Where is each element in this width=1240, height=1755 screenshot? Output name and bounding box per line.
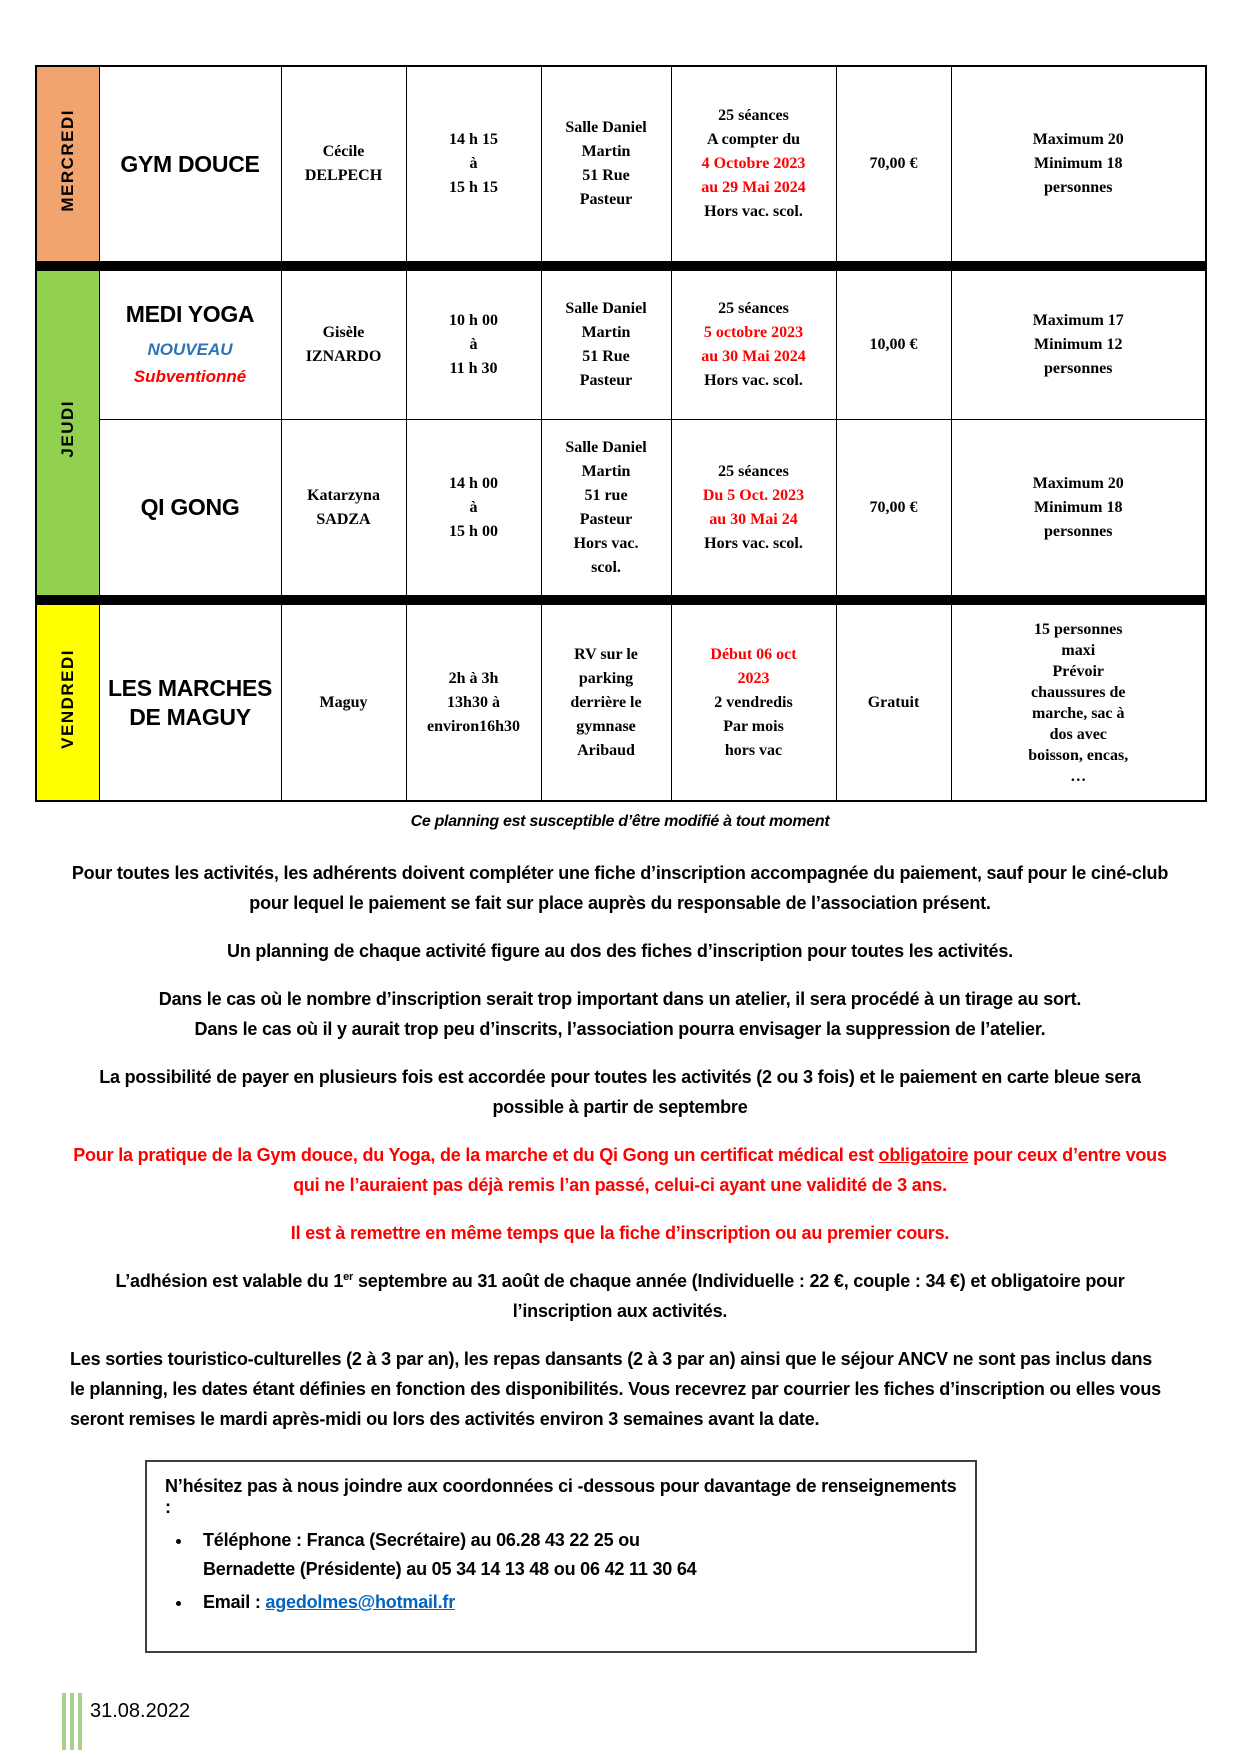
cell-line: Prévoir — [1052, 662, 1105, 680]
cell-line: hors vac — [724, 741, 783, 759]
cell-line: 51 Rue — [582, 167, 630, 184]
cell-line: 15 h 00 — [449, 522, 498, 540]
activity-tag-subventionne: Subventionné — [133, 367, 247, 387]
planning-table — [35, 65, 1207, 802]
contact-email-item — [193, 1588, 957, 1617]
cell-line: Maximum 17 — [1032, 312, 1124, 329]
price-cell — [836, 605, 951, 802]
cell-line: 25 séances — [718, 107, 789, 124]
location-cell — [541, 66, 671, 262]
paragraph-paiement: La possibilité de payer en plusieurs fois est accordée pour toutes les activités (2 ou 3 fois) et le paiement en carte bleue sera possible à partir de septembre — [99, 1067, 1141, 1117]
paragraph-sorties: Les sorties touristico-culturelles (2 à 3 par an), les repas dansants (2 à 3 par an) ainsi que le séjour ANCV ne sont pas inclus dans le planning, les dates étant définies en fonction des disponibilités. Vous recevrez par courrier les fiches d’inscription ou elles vous seront remises le mardi après-midi ou lors des activités environ 3 semaines avant la date. — [70, 1349, 1161, 1429]
contact-phone-item — [193, 1526, 957, 1584]
activity-name: MEDI YOGA — [125, 301, 255, 328]
cell-line: boisson, encas, — [1028, 746, 1129, 764]
cell-line: Martin — [581, 324, 631, 341]
cell-line: IZNARDO — [305, 348, 382, 365]
footer-date: 31.08.2022 — [90, 1700, 191, 1722]
green-bars-decoration — [62, 1693, 82, 1750]
capacity-cell — [951, 271, 1206, 420]
green-bar — [70, 1693, 74, 1750]
cell-line-dates: au 29 Mai 2024 — [701, 179, 806, 196]
phone-line-2: Bernadette (Présidente) au 05 34 14 13 48 ou 06 42 11 30 64 — [203, 1559, 697, 1579]
day-cell-jeudi — [36, 271, 99, 596]
sessions-cell — [671, 66, 836, 262]
cell-line: 14 h 00 — [449, 474, 498, 492]
cell-line: marche, sac à — [1031, 704, 1125, 722]
cell-line-dates: au 30 Mai 2024 — [701, 348, 806, 365]
price-value: Gratuit — [867, 693, 920, 711]
cell-line: SADZA — [316, 510, 371, 528]
cell-line: … — [1070, 767, 1087, 785]
cell-line: personnes — [1044, 522, 1113, 540]
contact-list — [193, 1526, 957, 1617]
activity-cell — [99, 271, 281, 420]
email-link[interactable]: agedolmes@hotmail.fr — [265, 1592, 456, 1612]
instructor-cell — [281, 271, 406, 420]
cell-line: Pasteur — [579, 191, 633, 208]
cell-line: Martin — [581, 462, 631, 480]
cell-line: 25 séances — [718, 462, 789, 480]
cell-line: chaussures de — [1031, 683, 1126, 701]
cell-line: personnes — [1044, 360, 1113, 377]
green-bar — [78, 1693, 82, 1750]
cell-line: Maximum 20 — [1032, 131, 1124, 148]
cell-line: Minimum 18 — [1034, 498, 1123, 516]
cell-line: Hors vac. — [573, 534, 639, 552]
contact-intro: N’hésitez pas à nous joindre aux coordonnées ci -dessous pour davantage de renseignements : — [165, 1476, 957, 1517]
paragraph-adhesion — [70, 1266, 1170, 1326]
cell-line: environ16h30 — [426, 717, 521, 735]
cell-line: 2h à 3h — [448, 669, 499, 687]
cell-line: gymnase — [576, 717, 636, 735]
day-label-jeudi: JEUDI — [58, 400, 77, 458]
paragraph-inscription: Pour toutes les activités, les adhérents doivent compléter une fiche d’inscription accompagnée du paiement, sauf pour le ciné-club pour lequel le paiement se fait sur place auprès du responsable de l’association présent. — [71, 863, 1169, 913]
certificat-text-before: Pour la pratique de la Gym douce, du Yoga, de la marche et du Qi Gong un certificat médical est — [73, 1145, 879, 1165]
certificat-text-after: pour ceux d’entre vous qui ne l’auraient pas déjà remis l’an passé, celui-ci ayant une validité de 3 ans. — [293, 1145, 1167, 1195]
day-cell-mercredi — [36, 66, 99, 262]
black-separator — [36, 262, 1206, 271]
cell-line: 2 vendredis — [714, 693, 793, 711]
adhesion-text-after: septembre au 31 août de chaque année (Individuelle : 22 €, couple : 34 €) et obligatoire pour l’inscription aux activités. — [353, 1271, 1125, 1321]
location-cell — [541, 271, 671, 420]
activity-name: QI GONG — [140, 494, 240, 521]
cell-line: à — [469, 498, 478, 516]
green-bar — [62, 1693, 66, 1750]
cell-line: 15 personnes — [1034, 620, 1123, 638]
sessions-cell — [671, 605, 836, 802]
activity-name: LES MARCHES DE MAGUY — [107, 674, 273, 730]
cell-line: dos avec — [1049, 725, 1107, 743]
activity-tag-nouveau: NOUVEAU — [147, 339, 233, 359]
cell-line: 51 Rue — [582, 348, 630, 365]
price-value: 10,00 € — [869, 336, 918, 353]
sessions-cell — [671, 420, 836, 596]
cell-line: 25 séances — [718, 300, 789, 317]
time-cell — [406, 271, 541, 420]
cell-line: Maguy — [319, 693, 368, 711]
activity-cell — [99, 420, 281, 596]
cell-line: Cécile — [322, 143, 365, 160]
activity-name: GYM DOUCE — [120, 150, 260, 177]
paragraph-certificat-medical — [70, 1140, 1170, 1200]
paragraph-remise-certificat: Il est à remettre en même temps que la fiche d’inscription ou au premier cours. — [290, 1223, 950, 1243]
cell-line: DELPECH — [304, 167, 383, 184]
cell-line: Aribaud — [577, 741, 635, 759]
cell-line: 13h30 à — [447, 693, 500, 711]
table-row-qi-gong — [36, 420, 1206, 596]
cell-line: Salle Daniel — [565, 300, 647, 317]
cell-line: 11 h 30 — [449, 360, 498, 377]
day-cell-vendredi — [36, 605, 99, 802]
cell-line: Maximum 20 — [1032, 474, 1124, 492]
cell-line-dates: Début 06 oct — [710, 645, 797, 663]
day-label-vendredi: VENDREDI — [58, 648, 77, 749]
cell-line: RV sur le — [574, 645, 638, 663]
table-row-marches — [36, 605, 1206, 802]
price-cell — [836, 420, 951, 596]
cell-line-dates: 2023 — [737, 669, 770, 687]
cell-line: Par mois — [723, 717, 784, 735]
capacity-cell — [951, 66, 1206, 262]
instructor-cell — [281, 66, 406, 262]
instructor-cell — [281, 420, 406, 596]
location-cell — [541, 605, 671, 802]
cell-line: Martin — [581, 143, 631, 160]
time-cell — [406, 420, 541, 596]
price-value: 70,00 € — [869, 155, 918, 172]
cell-line: 15 h 15 — [449, 179, 498, 196]
cell-line: Salle Daniel — [565, 119, 647, 136]
sessions-cell — [671, 271, 836, 420]
paragraph-tirage-sort: Dans le cas où le nombre d’inscription serait trop important dans un atelier, il sera procédé à un tirage au sort. — [158, 989, 1082, 1009]
table-caption: Ce planning est susceptible d’être modifié à tout moment — [410, 813, 830, 830]
price-value: 70,00 € — [869, 498, 918, 516]
certificat-obligatoire: obligatoire — [878, 1145, 969, 1165]
time-cell — [406, 66, 541, 262]
cell-line: Hors vac. scol. — [704, 372, 803, 389]
adhesion-text-before: L’adhésion est valable du 1 — [115, 1271, 344, 1291]
adhesion-superscript: er — [343, 1271, 354, 1283]
cell-line: Hors vac. scol. — [704, 203, 803, 220]
cell-line: scol. — [591, 558, 621, 576]
cell-line: 14 h 15 — [449, 131, 498, 148]
cell-line-dates: Du 5 Oct. 2023 — [702, 486, 805, 504]
cell-line: personnes — [1044, 179, 1113, 196]
cell-line: Salle Daniel — [565, 438, 647, 456]
cell-line: Pasteur — [579, 510, 633, 528]
location-cell — [541, 420, 671, 596]
cell-line: à — [469, 155, 478, 172]
activity-cell — [99, 66, 281, 262]
cell-line: derrière le — [570, 693, 642, 711]
capacity-cell — [951, 605, 1206, 802]
email-label: Email : — [203, 1592, 266, 1612]
black-separator — [36, 596, 1206, 605]
table-row-medi-yoga — [36, 271, 1206, 420]
paragraph-suppression-atelier: Dans le cas où il y aurait trop peu d’inscrits, l’association pourra envisager la suppression de l’atelier. — [194, 1019, 1046, 1039]
cell-line: Hors vac. scol. — [704, 534, 803, 552]
cell-line: parking — [578, 669, 634, 687]
cell-line: Minimum 12 — [1034, 336, 1123, 353]
cell-line: Gisèle — [322, 324, 365, 341]
cell-line: A compter du — [706, 131, 801, 148]
cell-line: 51 rue — [584, 486, 628, 504]
price-cell — [836, 271, 951, 420]
cell-line-dates: au 30 Mai 24 — [709, 510, 798, 528]
cell-line: maxi — [1061, 641, 1096, 659]
cell-line: à — [469, 336, 478, 353]
paragraph-planning-fiches: Un planning de chaque activité figure au dos des fiches d’inscription pour toutes les activités. — [227, 941, 1013, 961]
cell-line: 10 h 00 — [449, 312, 498, 329]
table-row-gym-douce — [36, 66, 1206, 262]
cell-line-dates: 4 Octobre 2023 — [701, 155, 806, 172]
cell-line: Pasteur — [579, 372, 633, 389]
day-label-mercredi: MERCREDI — [58, 108, 77, 212]
activity-cell — [99, 605, 281, 802]
cell-line: Minimum 18 — [1034, 155, 1123, 172]
time-cell — [406, 605, 541, 802]
contact-box — [145, 1460, 977, 1653]
cell-line-dates: 5 octobre 2023 — [703, 324, 804, 341]
phone-line-1: • Téléphone : Franca (Secrétaire) au 06.28 43 22 25 ou — [203, 1530, 640, 1550]
price-cell — [836, 66, 951, 262]
instructor-cell — [281, 605, 406, 802]
info-paragraphs — [35, 858, 1205, 1434]
cell-line: Katarzyna — [307, 486, 380, 504]
capacity-cell — [951, 420, 1206, 596]
